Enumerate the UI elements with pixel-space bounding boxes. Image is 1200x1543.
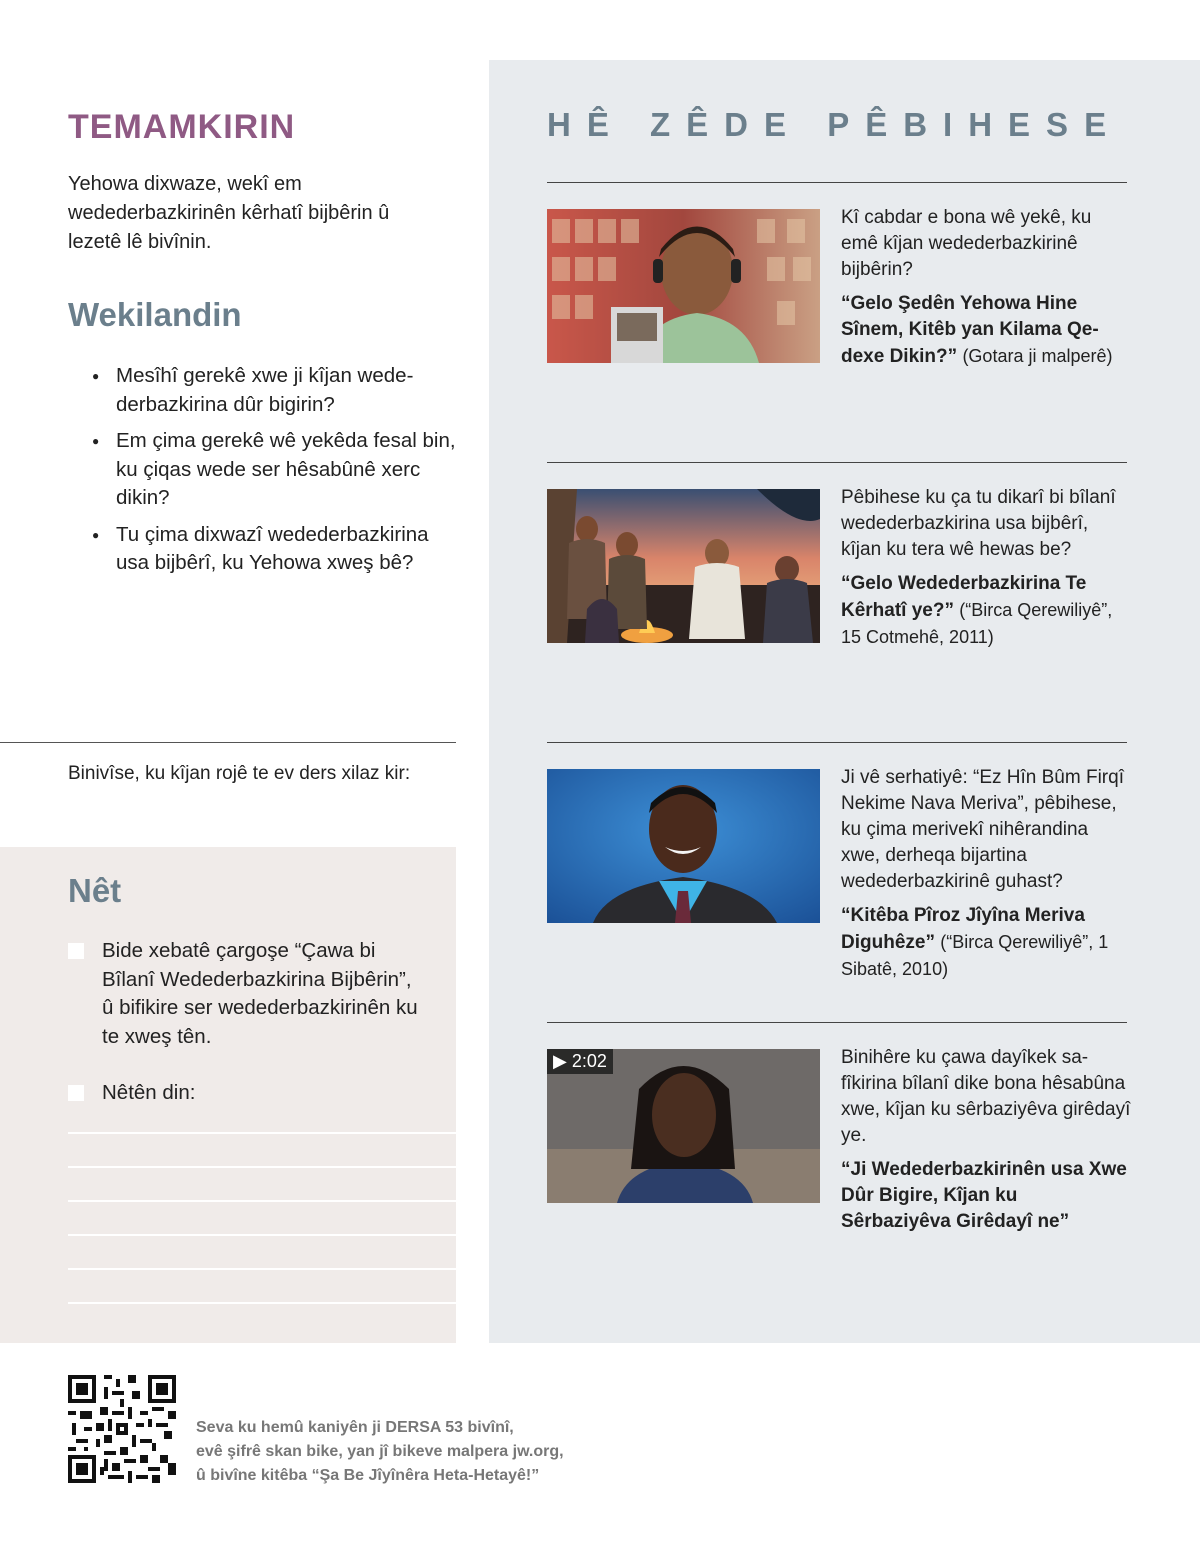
- checkbox-icon[interactable]: [68, 1085, 84, 1101]
- entry-reference[interactable]: [841, 1157, 1131, 1235]
- entry-reference[interactable]: [841, 903, 1131, 983]
- writing-line[interactable]: [68, 1302, 456, 1304]
- reference-title[interactable]: “Gelo Wedederbazkirina Te Kêrhatî ye?”: [841, 573, 1087, 621]
- goal-item-label: Bide xebatê çargoşe “Çawa bi Bîlanî Wedederbazkirina Bijbêrin”, û bifikire ser wedederbazkirinên ku te xweş tên.: [102, 939, 418, 1048]
- reference-source: (Gotara ji malperê): [962, 346, 1113, 366]
- reference-title[interactable]: “Ji Wedederbazkirinên usa Xwe Dûr Bigire, Kîjan ku Sêrbaziyêva Girêdayî ne”: [841, 1159, 1127, 1232]
- thumbnail-campfire-gathering[interactable]: [547, 489, 820, 643]
- footer-line: evê şifrê skan bike, yan jî bikeve malpera jw.org,: [196, 1443, 564, 1460]
- summary-title: TEMAMKIRIN: [68, 108, 296, 146]
- entry-question: Ji vê serhatiyê: “Ez Hîn Bûm Firqî Nekime Nava Meriva”, pêbihese, ku çima merivekî nihêrandina xwe, derheqa bijartina wedederbazkirinê guhast?: [841, 767, 1124, 892]
- footer-note: [196, 1416, 564, 1488]
- review-title: Wekilandin: [68, 296, 242, 333]
- entry-reference[interactable]: [841, 291, 1131, 370]
- entry-question: Kî cabdar e bona wê yekê, ku emê kîjan wedederbazkirinê bijbêrin?: [841, 207, 1092, 280]
- divider: [547, 1022, 1127, 1023]
- writing-line[interactable]: [68, 1234, 456, 1236]
- review-item: ● Mesîhî gerekê xwe ji kîjan wedederbazkirina dûr bigirin?: [92, 362, 462, 419]
- writing-line[interactable]: [68, 1166, 456, 1168]
- writing-line[interactable]: [68, 1268, 456, 1270]
- divider: [547, 462, 1127, 463]
- reference-source: (“Birca Qerewiliyê”, 1 Sibatê, 2010): [841, 932, 1109, 979]
- divider: [547, 742, 1127, 743]
- qr-code-icon[interactable]: [68, 1375, 176, 1483]
- review-item: ● Em çima gerekê wê yekêda fesal bin, ku çiqas wede ser hêsabûnê xerc dikin?: [92, 427, 462, 513]
- divider: [547, 182, 1127, 183]
- goal-item[interactable]: [68, 1079, 428, 1108]
- checkbox-icon[interactable]: [68, 943, 84, 959]
- entry-question: Pêbihese ku ça tu dikarî bi bîlanî wedederbazkirina usa bijbêrî, kîjan ku tera wê hewas be?: [841, 487, 1116, 560]
- writing-line[interactable]: [68, 1200, 456, 1202]
- reference-title[interactable]: “Gelo Şedên Yehowa Hine Sînem, Kitêb yan Kilama Qedexe Dikin?”: [841, 293, 1099, 367]
- thumbnail-teen-with-headphones[interactable]: [547, 209, 820, 363]
- video-duration-badge: ▶ 2:02: [547, 1049, 613, 1074]
- writing-line[interactable]: [68, 1132, 456, 1134]
- footer-line: Seva ku hemû kaniyên ji DERSA 53 bivînî,: [196, 1419, 514, 1436]
- review-item: ● Tu çima dixwazî wedederbazkirina usa bijbêrî, ku Yehowa xweş bê?: [92, 521, 462, 578]
- thumbnail-smiling-man[interactable]: [547, 769, 820, 923]
- footer-line: û bivîne kitêba “Şa Be Jîyînêra Heta-Hetayê!”: [196, 1467, 540, 1484]
- review-list: [92, 362, 462, 586]
- entry-question: Binihêre ku çawa dayîkek safîkirina bîlanî dike bona hêsabûna xwe, kîjan ku sêrbaziyêva girêdayî ye.: [841, 1047, 1131, 1146]
- summary-text: Yehowa dixwaze, wekî em wedederbazkirinên kêrhatî bijbêrin û lezetê lê bivînin.: [68, 173, 390, 253]
- completion-date-prompt: Binivîse, ku kîjan rojê te ev ders xilaz kir:: [68, 763, 411, 784]
- further-reading-entry: [841, 205, 1131, 370]
- divider: [0, 742, 456, 743]
- video-thumbnail-woman[interactable]: [547, 1049, 820, 1203]
- goal-item-label: Nêtên din:: [102, 1081, 196, 1104]
- further-reading-title: HÊ ZÊDE PÊBIHESE: [547, 106, 1123, 143]
- reference-source: (“Birca Qerewiliyê”, 15 Cotmehê, 2011): [841, 600, 1113, 647]
- reference-title[interactable]: “Kitêba Pîroz Jîyîna Meriva Diguhêze”: [841, 905, 1085, 953]
- further-reading-entry: [841, 765, 1131, 983]
- further-reading-entry: [841, 1045, 1131, 1235]
- goal-item[interactable]: [68, 937, 428, 1051]
- further-reading-entry: [841, 485, 1131, 651]
- goal-title: Nêt: [68, 872, 122, 909]
- entry-reference[interactable]: [841, 571, 1131, 651]
